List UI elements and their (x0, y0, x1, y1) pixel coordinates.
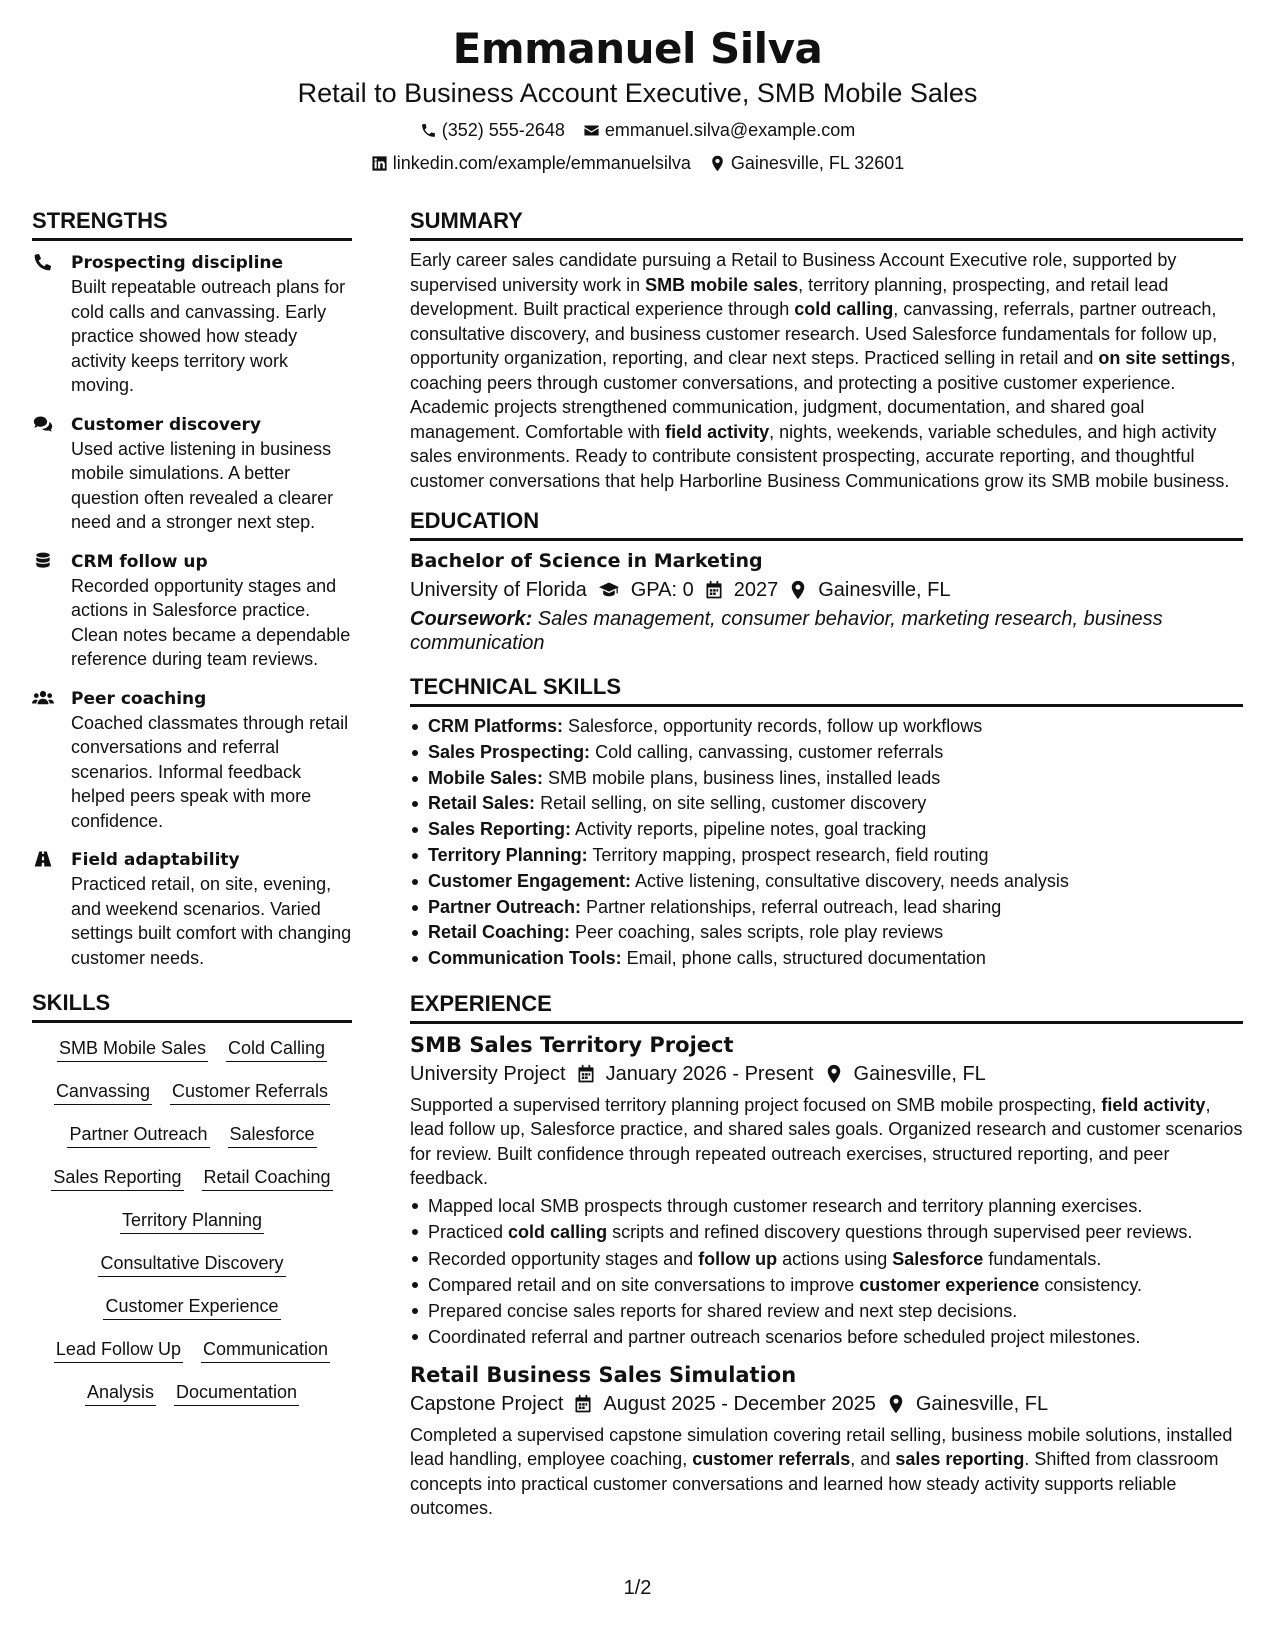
technical-skill-item: Retail Coaching: Peer coaching, sales scripts, role play reviews (410, 920, 1243, 946)
job-meta (410, 1389, 1243, 1419)
skills-row (32, 1338, 352, 1363)
email-text: emmanuel.silva@example.com (604, 120, 856, 140)
envelope-icon (583, 122, 600, 139)
skill-tag: Customer Referrals (170, 1080, 330, 1105)
strength-desc: Practiced retail, on site, evening, and weekend scenarios. Varied settings built comfort with changing customer needs. (71, 874, 352, 968)
technical-skill-item: Communication Tools: Email, phone calls, structured documentation (410, 946, 1243, 972)
coursework-text: Sales management, consumer behavior, marketing research, business communication (410, 608, 1163, 654)
linkedin-icon (371, 155, 388, 172)
technical-skill-label: Customer Engagement: (428, 870, 632, 891)
technical-skills-heading: TECHNICAL SKILLS (410, 673, 1243, 707)
job-location: Gainesville, FL (915, 1392, 1049, 1415)
bold-text: Salesforce (892, 1248, 984, 1269)
education-meta (410, 575, 1243, 605)
technical-skill-item: Territory Planning: Territory mapping, prospect research, field routing (410, 843, 1243, 869)
job-bullet: Practiced cold calling scripts and refined discovery questions through supervised peer reviews. (410, 1219, 1243, 1245)
contact-phone (420, 119, 565, 141)
skill-tag: Lead Follow Up (54, 1338, 183, 1363)
skills-heading: SKILLS (32, 989, 352, 1023)
strength-item (32, 413, 352, 535)
gpa-text: GPA: 0 (630, 579, 694, 601)
school-location: Gainesville, FL (818, 579, 951, 601)
strength-item (32, 251, 352, 398)
map-marker-icon (709, 155, 726, 172)
bold-text: customer referrals (692, 1449, 851, 1470)
job-location: Gainesville, FL (853, 1062, 986, 1085)
technical-skill-label: CRM Platforms: (428, 716, 564, 736)
bold-text: on site settings (1098, 348, 1231, 368)
strength-desc: Recorded opportunity stages and actions in Salesforce practice. Clean notes became a dependable reference during team reviews. (71, 575, 351, 669)
calendar-icon (576, 1064, 596, 1084)
skill-tag: Documentation (174, 1381, 299, 1406)
experience-heading: EXPERIENCE (410, 990, 1243, 1024)
contact-row-2 (0, 152, 1275, 174)
job-entry (410, 1031, 1243, 1351)
technical-skills-list (410, 714, 1243, 972)
strength-title: Peer coaching (71, 688, 207, 709)
bold-text: cold calling (794, 299, 894, 319)
technical-skill-item: CRM Platforms: Salesforce, opportunity records, follow up workflows (410, 714, 1243, 740)
skill-tag: Territory Planning (120, 1209, 264, 1234)
linkedin-text: linkedin.com/example/emmanuelsilva (392, 153, 691, 173)
strength-item (32, 848, 352, 970)
skills-row (32, 1209, 352, 1234)
technical-skill-label: Retail Coaching: (428, 922, 571, 943)
page-number: 1/2 (623, 1577, 652, 1599)
summary-text: Early career sales candidate pursuing a Retail to Business Account Executive role, supported by supervised university work in SMB mobile sales, territory planning, prospecting, and retail lead development. Built practical experience through cold calling, canvassing, referrals, partner outreach, consultative discovery, and business customer research. Used Salesforce fundamentals for follow up, opportunity organization, reporting, and clear next steps. Practiced selling in retail and on site settings, coaching peers through customer conversations, and protecting a positive customer experience. Academic projects strengthened communication, judgment, documentation, and shared goal management. Comfortable with field activity, nights, weekends, variable schedules, and high activity sales environments. Ready to contribute consistent prospecting, accurate reporting, and thoughtful customer conversations that help Harborline Business Communications grow its SMB mobile business. (410, 250, 1236, 491)
database-icon (32, 551, 54, 571)
calendar-icon (573, 1394, 593, 1414)
skill-tag: Sales Reporting (51, 1166, 183, 1191)
job-org: Capstone Project (410, 1392, 564, 1415)
skill-tag: Customer Experience (103, 1295, 280, 1320)
skills-row (32, 1295, 352, 1320)
strength-desc: Used active listening in business mobile simulations. A better question often revealed a clearer need and a stronger next step. (71, 438, 334, 532)
technical-skill-label: Retail Sales: (428, 793, 536, 814)
skill-tag: Partner Outreach (67, 1123, 209, 1148)
job-bullets (410, 1193, 1243, 1351)
map-marker-icon (824, 1064, 844, 1084)
technical-skill-label: Communication Tools: (428, 948, 622, 969)
strength-desc: Built repeatable outreach plans for cold calls and canvassing. Early practice showed how steady activity keeps territory work moving. (71, 277, 346, 395)
degree-title: Bachelor of Science in Marketing (410, 550, 763, 572)
technical-skill-label: Territory Planning: (428, 844, 588, 865)
technical-skill-item: Sales Reporting: Activity reports, pipeline notes, goal tracking (410, 817, 1243, 843)
skill-tag: Communication (201, 1338, 330, 1363)
skill-tag: Analysis (85, 1381, 156, 1406)
left-column (32, 207, 352, 1406)
bold-text: field activity (665, 421, 770, 442)
candidate-name: Emmanuel Silva (452, 24, 823, 73)
technical-skill-item: Mobile Sales: SMB mobile plans, business lines, installed leads (410, 766, 1243, 792)
technical-skill-item: Customer Engagement: Active listening, consultative discovery, needs analysis (410, 869, 1243, 895)
job-bullet: Mapped local SMB prospects through customer research and territory planning exercises. (410, 1193, 1243, 1219)
bold-text: cold calling (508, 1222, 608, 1243)
bold-text: follow up (698, 1248, 778, 1269)
job-title: Retail Business Sales Simulation (410, 1362, 797, 1387)
graduation-year: 2027 (733, 579, 779, 601)
graduation-cap-icon (597, 580, 621, 600)
education-heading: EDUCATION (410, 507, 1243, 541)
job-org: University Project (410, 1062, 566, 1085)
bold-text: field activity (1101, 1094, 1206, 1115)
skills-tags (32, 1033, 352, 1406)
skill-tag: Salesforce (228, 1123, 317, 1148)
calendar-icon (704, 580, 724, 600)
technical-skill-item: Sales Prospecting: Cold calling, canvassing, customer referrals (410, 740, 1243, 766)
job-entry (410, 1361, 1243, 1521)
job-dates: January 2026 - Present (605, 1062, 814, 1085)
strengths-heading: STRENGTHS (32, 207, 352, 241)
job-title: SMB Sales Territory Project (410, 1032, 734, 1057)
map-marker-icon (788, 580, 808, 600)
job-description: Completed a supervised capstone simulation covering retail selling, business mobile solutions, installed lead handling, employee coaching, customer referrals, and sales reporting. Shifted from classroom concepts into practical customer conversations and learned how steady activity supports reliable outcomes. (410, 1424, 1233, 1519)
location-text: Gainesville, FL 32601 (730, 153, 905, 173)
strengths-list (32, 251, 352, 970)
skill-tag: Cold Calling (226, 1037, 327, 1062)
strength-title: CRM follow up (71, 551, 208, 572)
job-bullet: Coordinated referral and partner outreach scenarios before scheduled project milestones. (410, 1324, 1243, 1350)
coursework-label: Coursework: (410, 608, 533, 630)
phone-icon (32, 252, 54, 272)
phone-icon (420, 122, 437, 139)
road-icon (32, 849, 54, 869)
contact-linkedin[interactable] (371, 152, 691, 174)
job-bullet: Recorded opportunity stages and follow up actions using Salesforce fundamentals. (410, 1246, 1243, 1272)
comments-icon (32, 414, 54, 434)
contact-row-1 (0, 119, 1275, 141)
users-icon (32, 688, 54, 708)
job-bullet: Compared retail and on site conversations to improve customer experience consistency. (410, 1272, 1243, 1298)
job-dates: August 2025 - December 2025 (603, 1392, 876, 1415)
skill-tag: Canvassing (54, 1080, 152, 1105)
strength-item (32, 687, 352, 834)
skills-row (32, 1252, 352, 1277)
strength-title: Customer discovery (71, 414, 261, 435)
strength-desc: Coached classmates through retail conversations and referral scenarios. Informal feedback helped peers speak with more confidence. (71, 712, 349, 831)
skills-row (32, 1123, 352, 1148)
school-name: University of Florida (410, 579, 587, 601)
skills-row (32, 1381, 352, 1406)
job-meta (410, 1059, 1243, 1089)
coursework (410, 607, 1243, 655)
skills-row (32, 1080, 352, 1105)
right-column (410, 207, 1243, 1521)
bold-text: customer experience (859, 1274, 1040, 1295)
phone-text: (352) 555-2648 (441, 120, 565, 140)
skills-row (32, 1166, 352, 1191)
technical-skill-label: Partner Outreach: (428, 896, 582, 917)
contact-location (709, 152, 904, 174)
experience-list (410, 1031, 1243, 1521)
skill-tag: SMB Mobile Sales (57, 1037, 208, 1062)
summary-heading: SUMMARY (410, 207, 1243, 241)
skills-row (32, 1037, 352, 1062)
bold-text: sales reporting (895, 1449, 1025, 1470)
job-description: Supported a supervised territory planning project focused on SMB mobile prospecting, field activity, lead follow up, Salesforce practice, and shared sales goals. Organized research and customer scenarios for review. Built confidence through repeated outreach exercises, structured reporting, and peer feedback. (410, 1094, 1243, 1189)
skill-tag: Retail Coaching (202, 1166, 333, 1191)
contact-email[interactable] (583, 119, 855, 141)
technical-skill-item: Retail Sales: Retail selling, on site selling, customer discovery (410, 791, 1243, 817)
skill-tag: Consultative Discovery (98, 1252, 285, 1277)
strength-title: Prospecting discipline (71, 253, 284, 273)
strength-title: Field adaptability (71, 850, 240, 870)
technical-skill-label: Sales Prospecting: (428, 741, 591, 762)
technical-skill-label: Mobile Sales: (428, 767, 544, 788)
candidate-title: Retail to Business Account Executive, SMB Mobile Sales (297, 78, 978, 108)
bold-text: SMB mobile sales (645, 274, 799, 295)
resume-header (0, 22, 1275, 174)
job-bullet: Prepared concise sales reports for shared review and next step decisions. (410, 1298, 1243, 1324)
technical-skill-item: Partner Outreach: Partner relationships, referral outreach, lead sharing (410, 895, 1243, 921)
strength-item (32, 550, 352, 672)
technical-skill-label: Sales Reporting: (428, 819, 572, 840)
map-marker-icon (886, 1394, 906, 1414)
